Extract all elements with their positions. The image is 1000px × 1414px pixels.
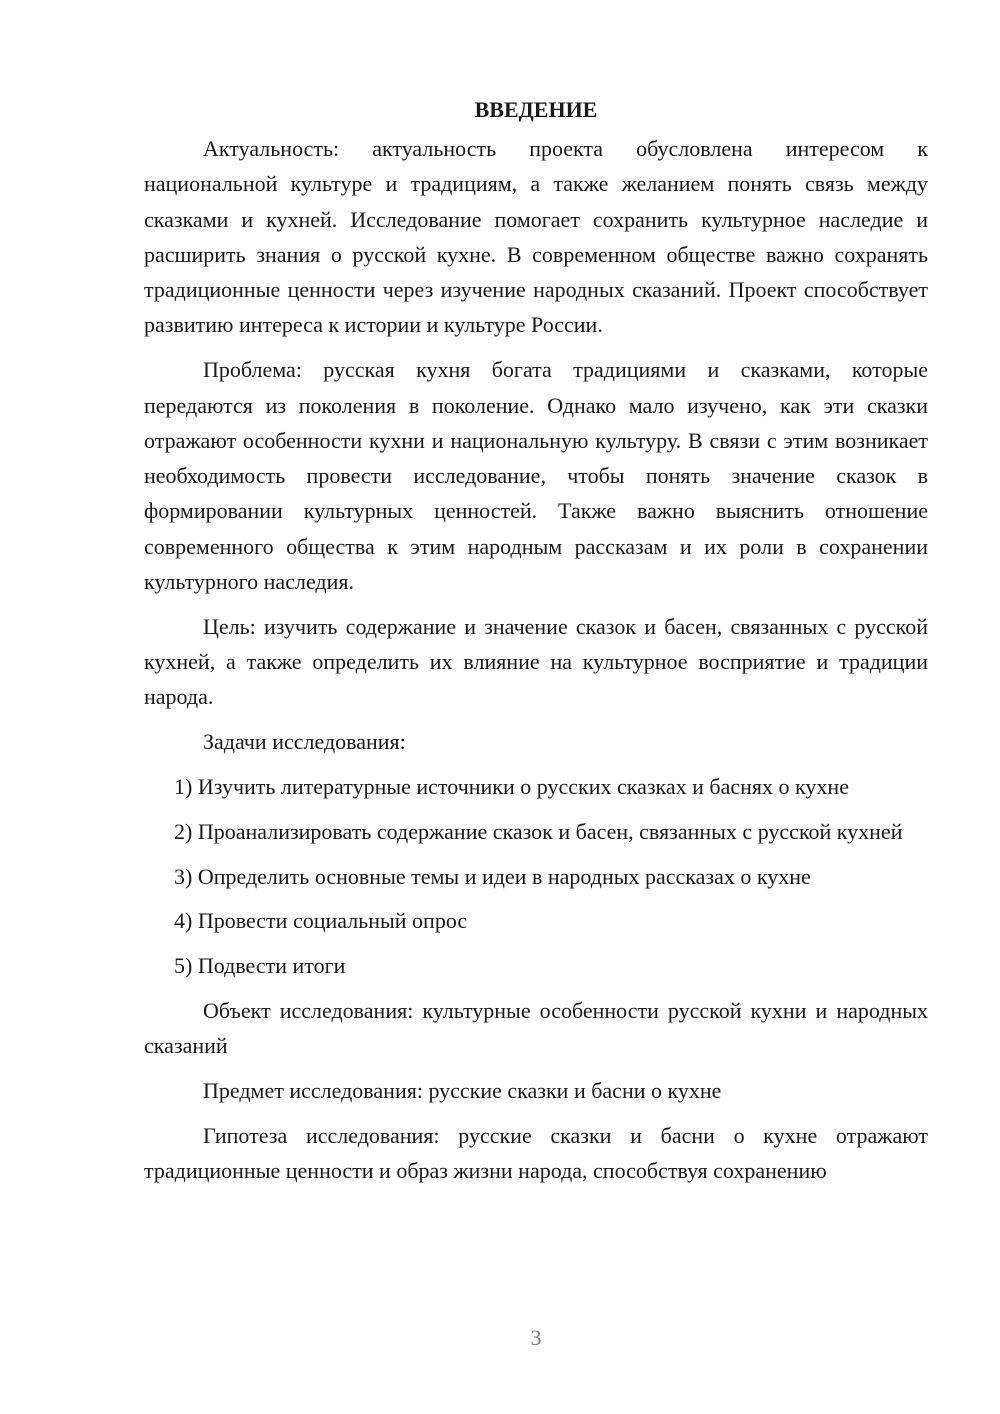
task-item: 4) Провести социальный опрос: [174, 908, 468, 934]
paragraph-tasks-intro: Задачи исследования:: [203, 729, 406, 755]
paragraph-goal: Цель: изучить содержание и значение сказок и басен, связанных с русской кухней, а также определить их влияние на культурное восприятие и традиции народа.: [144, 613, 928, 710]
task-item: 3) Определить основные темы и идеи в народных рассказах о кухне: [174, 863, 811, 889]
paragraph-hypothesis: Гипотеза исследования: русские сказки и басни о кухне отражают традиционные ценности и образ жизни народа, способствуя сохранению: [144, 1122, 928, 1184]
page-number: 3: [530, 1325, 542, 1350]
task-item: 2) Проанализировать содержание сказок и басен, связанных с русской кухней: [174, 818, 903, 844]
task-item: 5) Подвести итоги: [174, 953, 346, 979]
paragraph-relevance: Актуальность: актуальность проекта обусловлена интересом к национальной культуре и традициям, а также желанием понять связь между сказками и кухней. Исследование помогает сохранить культурное наследие и расширить знания о русской кухне. В современном обществе важно сохранять традиционные ценности через изучение народных сказаний. Проект способствует развитию интереса к истории и культуре России.: [144, 136, 928, 338]
paragraph-object: Объект исследования: культурные особенности русской кухни и народных сказаний: [144, 998, 928, 1059]
section-heading: ВВЕДЕНИЕ: [474, 97, 598, 122]
document-page: [144, 92, 928, 1198]
paragraph-problem: Проблема: русская кухня богата традициями и сказками, которые передаются из поколения в поколение. Однако мало изучено, как эти сказки отражают особенности кухни и национальную культуру. В связи с этим возникает необходимость провести исследование, чтобы понять значение сказок в формировании культурных ценностей. Также важно выяснить отношение современного общества к этим народным рассказам и их роли в сохранении культурного наследия.: [144, 357, 928, 595]
paragraph-subject: Предмет исследования: русские сказки и басни о кухне: [203, 1078, 722, 1104]
task-item: 1) Изучить литературные источники о русских сказках и баснях о кухне: [174, 774, 849, 800]
